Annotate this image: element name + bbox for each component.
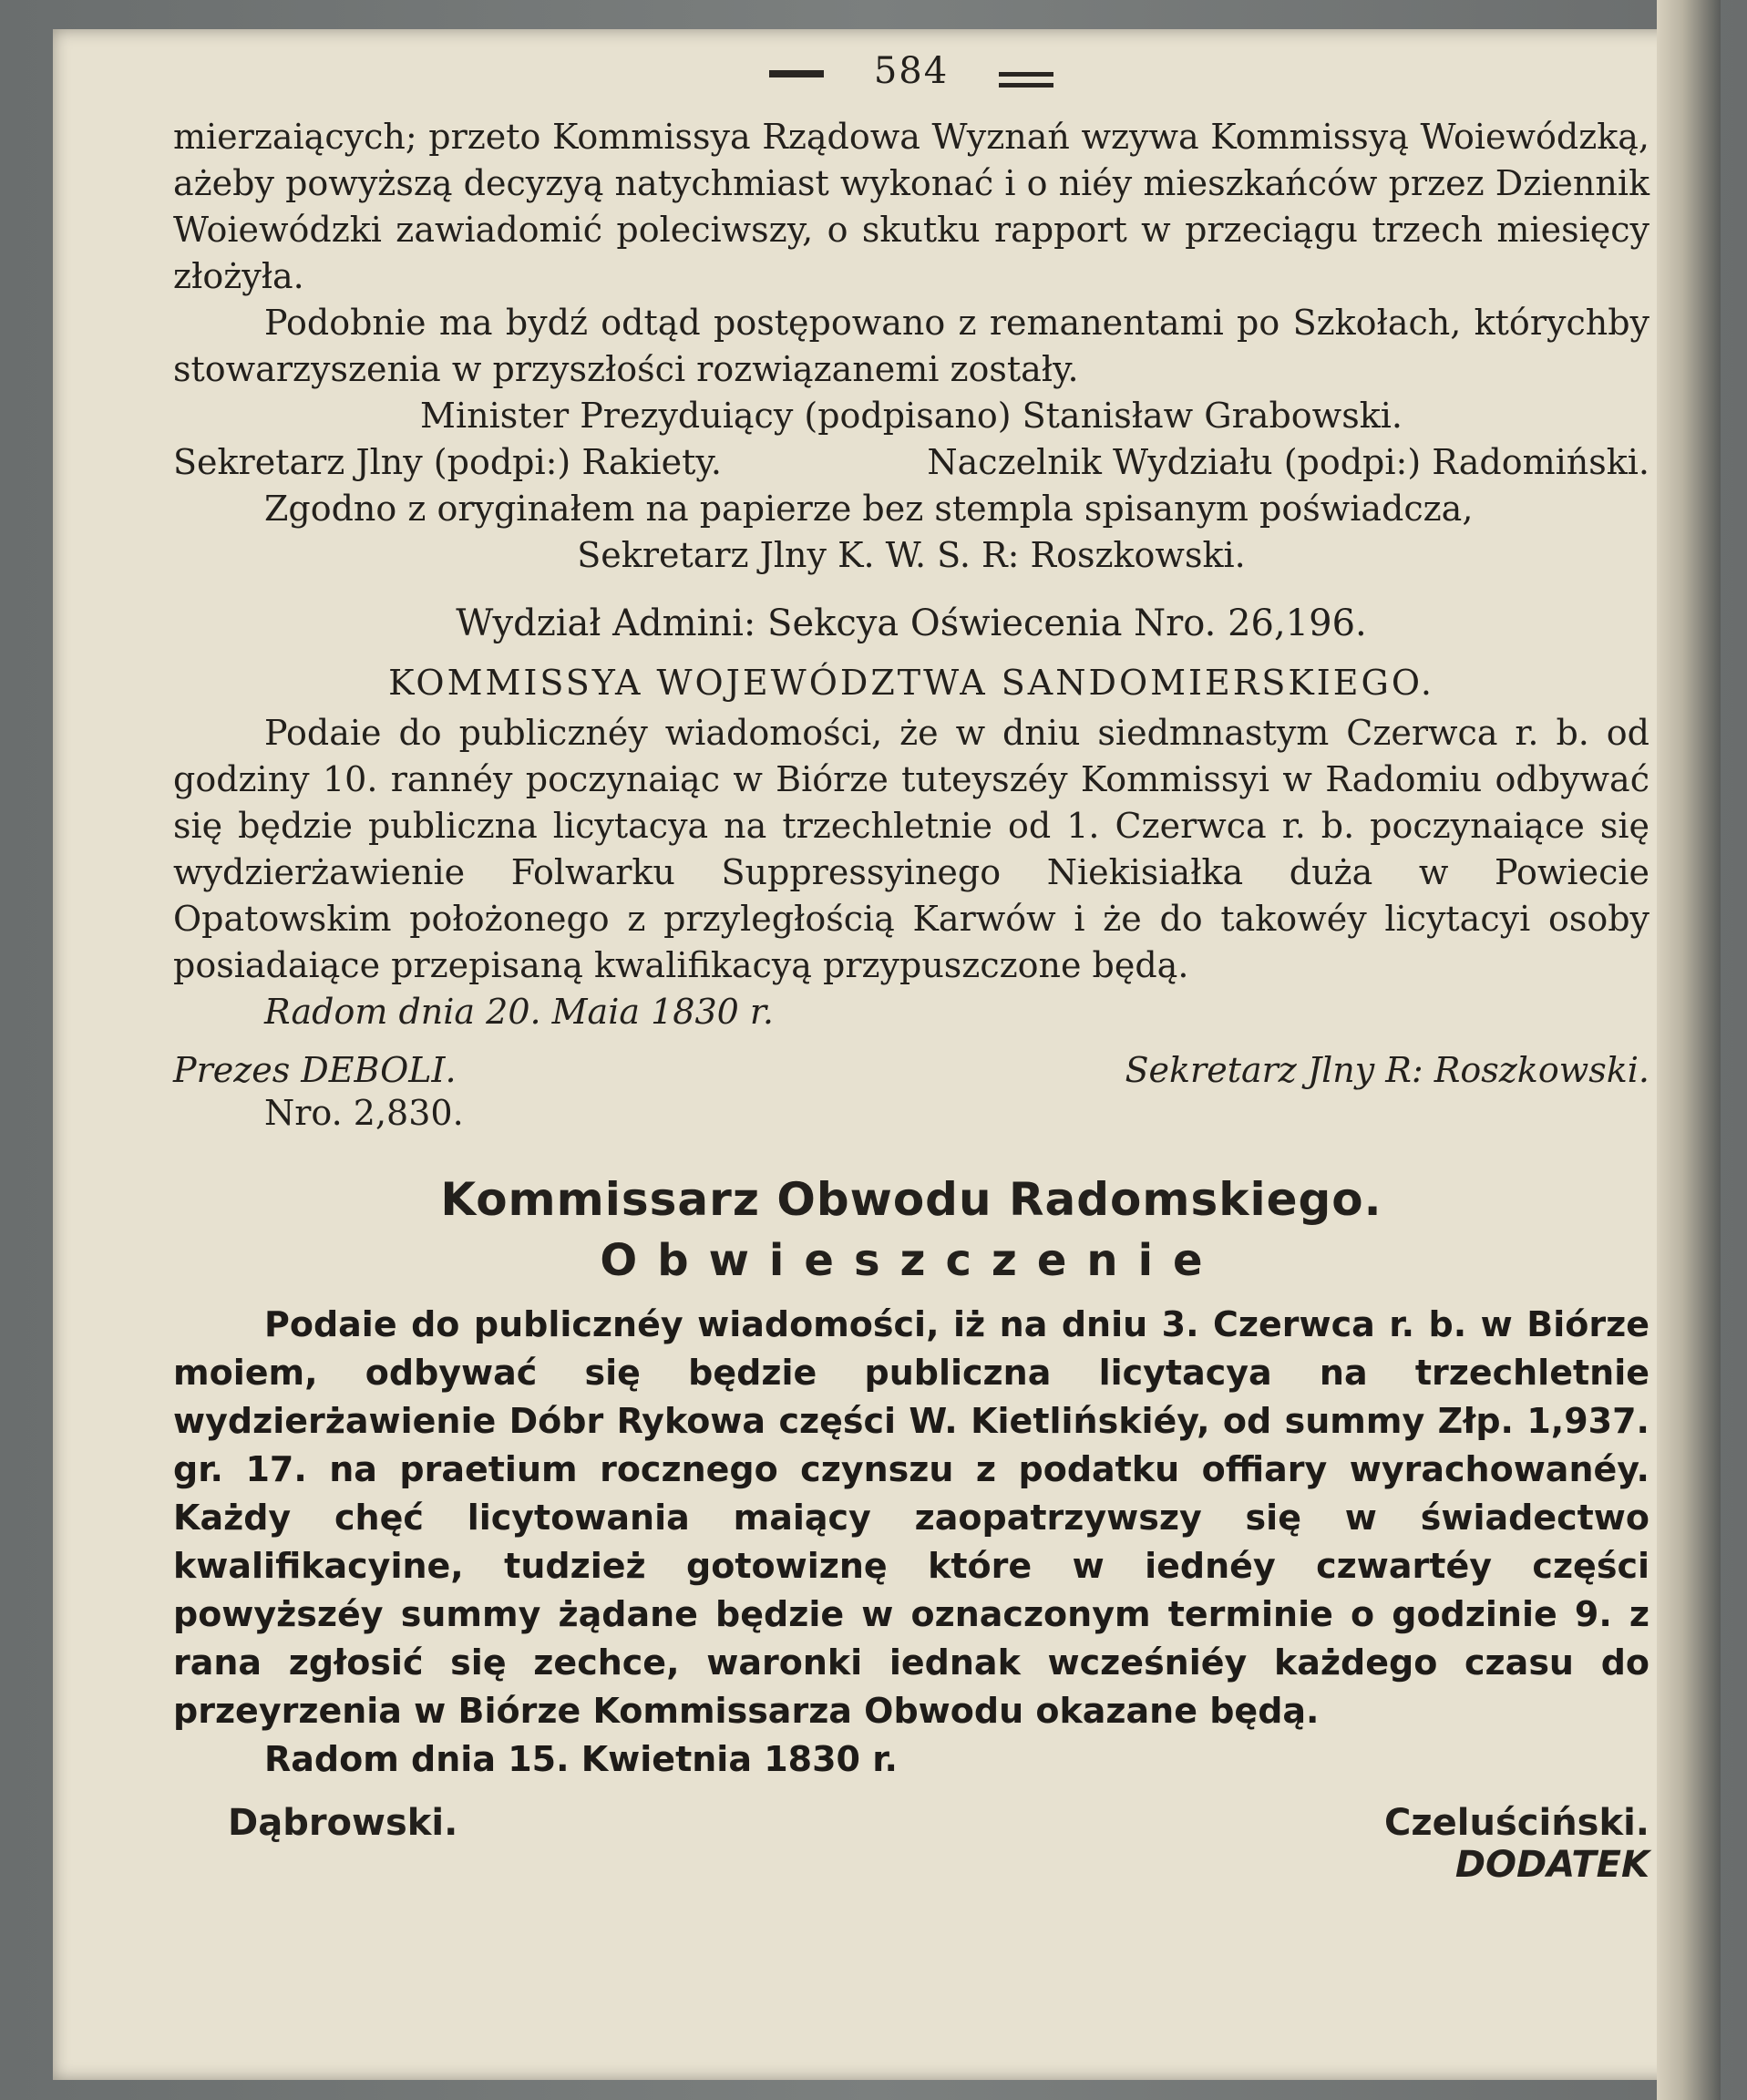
notice1-signatures: [173, 1050, 1649, 1090]
minister-signature: Minister Prezyduiący (podpisano) Stanisław Grabowski.: [420, 396, 1403, 436]
page-number: 584: [873, 50, 950, 92]
notice2-body: Podaie do publicznéy wiadomości, iż na dniu 3. Czerwca r. b. w Biórze moiem, odbywać się będzie publiczna licytacya na trzechletnie wydzierżawienie Dóbr Rykowa części W. Kietlińskiéy, od summy Złp. 1,937. gr. 17. na praetium rocznego czynszu z podatku offiary wyrachowanéy. Każdy chęć licytowania maiący zaopatrzywszy się w świadectwo kwalifikacyine, tudzież gotowiznę które w iednéy czwartéy części powyższéy summy żądane będzie w oznaczonym terminie o godzinie 9. z rana zgłosić się zechce, waronki iednak wcześniéy każdego czasu do przeyrzenia w Biórze Kommissarza Obwodu okazane będą.: [173, 1304, 1649, 1731]
book-gutter: [1657, 0, 1721, 2100]
continuation-paragraph: mierzaiących; przeto Kommissya Rządowa Wyznań wzywa Kommissyą Woiewódzką, ażeby powyższą decyzyą natychmiast wykonać i o niéy mieszkańców przez Dziennik Woiewódzki zawiadomić poleciwszy, o skutku rapport w przeciągu trzech miesięcy złożyła.: [173, 117, 1649, 296]
notice2-title: Kommissarz Obwodu Radomskiego.: [440, 1173, 1382, 1226]
department-line: Wydział Admini: Sekcya Oświecenia Nro. 26,196.: [456, 602, 1367, 644]
notice1-secretary-signature: Sekretarz Jlny R: Roszkowski.: [1125, 1050, 1649, 1090]
attestation-signature: Sekretarz Jlny K. W. S. R: Roszkowski.: [577, 535, 1246, 575]
commission-heading: KOMMISSYA WOJEWÓDZTWA SANDOMIERSKIEGO.: [388, 663, 1434, 703]
notice2-subtitle: Obwieszczenie: [600, 1235, 1223, 1286]
page-content: [173, 50, 1649, 1886]
catchword: DODATEK: [1454, 1844, 1649, 1886]
attestation-line: Zgodno z oryginałem na papierze bez stempla spisanym poświadcza,: [264, 489, 1474, 529]
footer-right-block: [1384, 1802, 1649, 1886]
secretary-signature: Sekretarz Jlny (podpi:) Rakiety.: [173, 442, 722, 482]
header-ornament-right: [999, 72, 1053, 77]
czeluscinski-signature: Czeluściński.: [1384, 1802, 1649, 1844]
notice1-date: Radom dnia 20. Maia 1830 r.: [264, 992, 774, 1032]
notice2-date: Radom dnia 15. Kwietnia 1830 r.: [264, 1739, 898, 1779]
header-ornament-left: [769, 70, 824, 77]
notice1-number: Nro. 2,830.: [264, 1093, 464, 1133]
chief-signature: Naczelnik Wydziału (podpi:) Radomiński.: [927, 442, 1649, 482]
signature-row: [173, 439, 1649, 486]
notice2-signatures: [173, 1802, 1649, 1886]
president-signature: Prezes DEBOLI.: [173, 1050, 457, 1090]
dabrowski-signature: Dąbrowski.: [228, 1802, 458, 1844]
page-header: [173, 50, 1649, 114]
notice1-body: Podaie do publicznéy wiadomości, że w dniu siedmnastym Czerwca r. b. od godziny 10. rannéy poczynaiąc w Biórze tuteyszéy Kommissyi w Radomiu odbywać się będzie publiczna licytacya na trzechletnie od 1. Czerwca r. b. poczynaiące się wydzierżawienie Folwarku Suppressyinego Niekisiałka duża w Powiecie Opatowskim położonego z przyległością Karwów i że do takowéy licytacyi osoby posiadaiące przepisaną kwalifikacyą przypuszczone będą.: [173, 713, 1649, 985]
remanent-paragraph: Podobnie ma bydź odtąd postępowano z remanentami po Szkołach, którychby stowarzyszenia w przyszłości rozwiązanemi zostały.: [173, 303, 1649, 389]
